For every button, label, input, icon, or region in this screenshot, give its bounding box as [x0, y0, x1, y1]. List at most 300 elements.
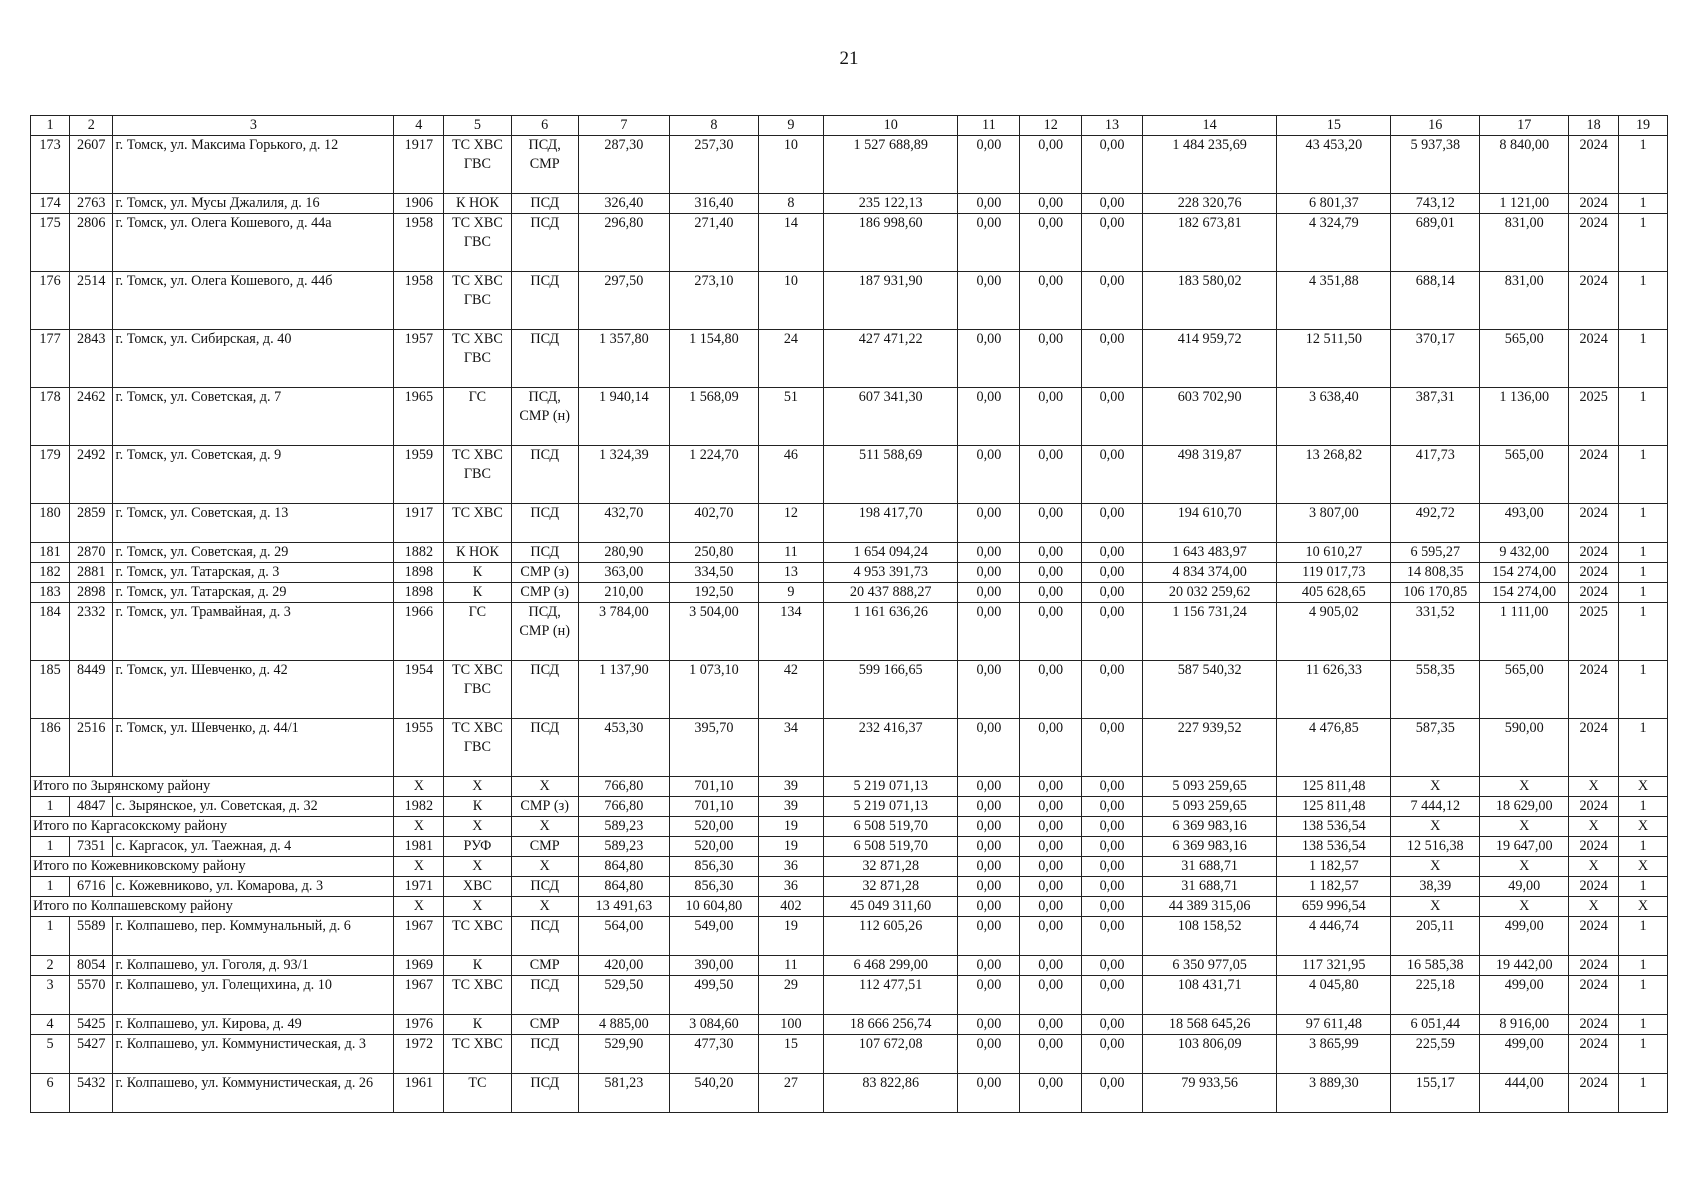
table-cell: ТС ХВС ГВС	[444, 330, 511, 388]
table-cell: 0,00	[958, 583, 1020, 603]
column-header: 12	[1020, 116, 1082, 136]
column-header: 17	[1480, 116, 1569, 136]
table-cell: 1957	[394, 330, 444, 388]
table-cell: 2607	[70, 136, 113, 194]
table-cell: 2516	[70, 719, 113, 777]
table-cell: 10	[758, 136, 823, 194]
table-cell: 1 357,80	[578, 330, 669, 388]
table-cell: 12	[758, 504, 823, 543]
table-cell: К	[444, 956, 511, 976]
table-cell: 271,40	[669, 214, 758, 272]
table-cell: 581,23	[578, 1074, 669, 1113]
table-cell: г. Томск, ул. Мусы Джалиля, д. 16	[113, 194, 394, 214]
table-cell: 0,00	[958, 877, 1020, 897]
table-row	[31, 1035, 1668, 1074]
table-cell: 0,00	[1020, 583, 1082, 603]
table-cell: 0,00	[1082, 214, 1143, 272]
table-cell: 4847	[70, 797, 113, 817]
table-cell: 8	[758, 194, 823, 214]
table-cell: 2870	[70, 543, 113, 563]
table-cell: 225,18	[1391, 976, 1480, 1015]
table-cell: 498 319,87	[1142, 446, 1277, 504]
table-cell: 1	[1619, 388, 1668, 446]
district-total-row	[31, 897, 1668, 917]
table-cell: 0,00	[958, 214, 1020, 272]
table-cell: 0,00	[1082, 194, 1143, 214]
table-cell: 27	[758, 1074, 823, 1113]
table-cell: 0,00	[958, 194, 1020, 214]
table-cell: г. Томск, ул. Татарская, д. 29	[113, 583, 394, 603]
table-cell: 0,00	[958, 917, 1020, 956]
table-cell: 2024	[1569, 719, 1619, 777]
table-cell: 2024	[1569, 543, 1619, 563]
table-cell: 134	[758, 603, 823, 661]
table-cell: 0,00	[958, 504, 1020, 543]
table-cell: 4	[31, 1015, 70, 1035]
table-cell: г. Томск, ул. Шевченко, д. 42	[113, 661, 394, 719]
column-header: 8	[669, 116, 758, 136]
table-cell: 5 937,38	[1391, 136, 1480, 194]
table-cell: 1976	[394, 1015, 444, 1035]
table-cell: ПСД	[511, 661, 578, 719]
table-cell: 0,00	[1020, 504, 1082, 543]
table-cell: X	[1391, 777, 1480, 797]
table-cell: 499,00	[1480, 1035, 1569, 1074]
table-cell: 0,00	[958, 857, 1020, 877]
table-cell: 2024	[1569, 877, 1619, 897]
table-row	[31, 1015, 1668, 1035]
table-cell: 492,72	[1391, 504, 1480, 543]
table-cell: 549,00	[669, 917, 758, 956]
table-cell: 564,00	[578, 917, 669, 956]
table-cell: 395,70	[669, 719, 758, 777]
table-cell: 6 369 983,16	[1142, 817, 1277, 837]
table-cell: 565,00	[1480, 661, 1569, 719]
table-cell: 5427	[70, 1035, 113, 1074]
table-cell: 390,00	[669, 956, 758, 976]
table-row	[31, 976, 1668, 1015]
table-cell: 599 166,65	[823, 661, 958, 719]
table-cell: 3	[31, 976, 70, 1015]
column-header: 6	[511, 116, 578, 136]
table-cell: 3 865,99	[1277, 1035, 1391, 1074]
table-cell: 659 996,54	[1277, 897, 1391, 917]
table-cell: 0,00	[1020, 956, 1082, 976]
table-row	[31, 1074, 1668, 1113]
column-header: 3	[113, 116, 394, 136]
table-cell: 1 568,09	[669, 388, 758, 446]
table-cell: 14	[758, 214, 823, 272]
table-cell: 12 516,38	[1391, 837, 1480, 857]
table-cell: 1 224,70	[669, 446, 758, 504]
column-header: 10	[823, 116, 958, 136]
table-cell: РУФ	[444, 837, 511, 857]
table-cell: К	[444, 583, 511, 603]
table-cell: 3 889,30	[1277, 1074, 1391, 1113]
table-cell: 2024	[1569, 136, 1619, 194]
table-cell: 182	[31, 563, 70, 583]
column-header: 11	[958, 116, 1020, 136]
table-cell: 417,73	[1391, 446, 1480, 504]
table-cell: 1	[1619, 563, 1668, 583]
table-cell: 1	[1619, 976, 1668, 1015]
table-row	[31, 563, 1668, 583]
table-cell: 2	[31, 956, 70, 976]
table-cell: ПСД	[511, 877, 578, 897]
table-cell: 589,23	[578, 817, 669, 837]
table-cell: 0,00	[958, 956, 1020, 976]
table-cell: 2024	[1569, 446, 1619, 504]
table-cell: 587 540,32	[1142, 661, 1277, 719]
table-cell: 4 834 374,00	[1142, 563, 1277, 583]
table-cell: 0,00	[958, 897, 1020, 917]
table-cell: 0,00	[1082, 877, 1143, 897]
table-cell: 0,00	[1020, 214, 1082, 272]
table-cell: 192,50	[669, 583, 758, 603]
table-cell: СМР	[511, 956, 578, 976]
table-cell: 79 933,56	[1142, 1074, 1277, 1113]
table-cell: 565,00	[1480, 446, 1569, 504]
table-cell: 499,50	[669, 976, 758, 1015]
table-cell: 0,00	[1082, 777, 1143, 797]
table-cell: 108 158,52	[1142, 917, 1277, 956]
table-cell: 0,00	[958, 446, 1020, 504]
table-row	[31, 504, 1668, 543]
table-cell: 2024	[1569, 214, 1619, 272]
table-cell: 529,50	[578, 976, 669, 1015]
table-cell: 3 638,40	[1277, 388, 1391, 446]
table-cell: г. Колпашево, ул. Голещихина, д. 10	[113, 976, 394, 1015]
table-cell: 1	[1619, 603, 1668, 661]
table-cell: ПСД	[511, 1035, 578, 1074]
district-total-row	[31, 817, 1668, 837]
table-cell: 6 508 519,70	[823, 817, 958, 837]
table-cell: 3 784,00	[578, 603, 669, 661]
table-cell: 689,01	[1391, 214, 1480, 272]
table-cell: X	[511, 857, 578, 877]
table-cell: 0,00	[958, 543, 1020, 563]
table-cell: 6716	[70, 877, 113, 897]
table-cell: с. Каргасок, ул. Таежная, д. 4	[113, 837, 394, 857]
table-cell: 2025	[1569, 603, 1619, 661]
column-header: 16	[1391, 116, 1480, 136]
table-cell: 1982	[394, 797, 444, 817]
table-row	[31, 837, 1668, 857]
table-cell: с. Кожевниково, ул. Комарова, д. 3	[113, 877, 394, 897]
table-cell: 1	[31, 837, 70, 857]
table-cell: г. Томск, ул. Сибирская, д. 40	[113, 330, 394, 388]
table-cell: X	[394, 777, 444, 797]
table-cell: 225,59	[1391, 1035, 1480, 1074]
table-cell: 273,10	[669, 272, 758, 330]
table-cell: 138 536,54	[1277, 817, 1391, 837]
table-cell: ПСД	[511, 194, 578, 214]
table-cell: 1 137,90	[578, 661, 669, 719]
table-cell: X	[1569, 777, 1619, 797]
table-cell: 125 811,48	[1277, 797, 1391, 817]
table-cell: 0,00	[1082, 976, 1143, 1015]
table-cell: 831,00	[1480, 272, 1569, 330]
table-cell: г. Томск, ул. Татарская, д. 3	[113, 563, 394, 583]
table-cell: 2492	[70, 446, 113, 504]
table-cell: 6 508 519,70	[823, 837, 958, 857]
table-cell: ПСД	[511, 917, 578, 956]
table-cell: 607 341,30	[823, 388, 958, 446]
table-cell: 864,80	[578, 877, 669, 897]
table-cell: 3 504,00	[669, 603, 758, 661]
table-cell: 1958	[394, 272, 444, 330]
table-cell: X	[1480, 777, 1569, 797]
table-cell: 1906	[394, 194, 444, 214]
table-cell: 0,00	[1082, 563, 1143, 583]
table-cell: 11	[758, 956, 823, 976]
table-cell: ПСД	[511, 446, 578, 504]
table-cell: 205,11	[1391, 917, 1480, 956]
table-cell: 1 136,00	[1480, 388, 1569, 446]
table-cell: 529,90	[578, 1035, 669, 1074]
table-cell: К НОК	[444, 194, 511, 214]
table-cell: 363,00	[578, 563, 669, 583]
table-cell: 4 476,85	[1277, 719, 1391, 777]
table-cell: 603 702,90	[1142, 388, 1277, 446]
table-cell: 1	[1619, 1015, 1668, 1035]
table-cell: 11	[758, 543, 823, 563]
table-cell: ПСД	[511, 543, 578, 563]
table-cell: 520,00	[669, 837, 758, 857]
table-cell: 1	[1619, 877, 1668, 897]
table-cell: 250,80	[669, 543, 758, 563]
table-cell: 1898	[394, 583, 444, 603]
table-cell: 0,00	[958, 1015, 1020, 1035]
table-cell: 2332	[70, 603, 113, 661]
table-cell: 103 806,09	[1142, 1035, 1277, 1074]
table-cell: 0,00	[1082, 817, 1143, 837]
table-cell: 2024	[1569, 917, 1619, 956]
table-cell: с. Зырянское, ул. Советская, д. 32	[113, 797, 394, 817]
table-cell: 173	[31, 136, 70, 194]
table-cell: 1882	[394, 543, 444, 563]
table-cell: 1917	[394, 504, 444, 543]
table-cell: X	[444, 897, 511, 917]
table-cell: 0,00	[1082, 897, 1143, 917]
table-cell: 0,00	[958, 976, 1020, 1015]
table-cell: 856,30	[669, 857, 758, 877]
table-cell: 0,00	[1020, 837, 1082, 857]
table-cell: 0,00	[1020, 330, 1082, 388]
table-cell: 2024	[1569, 837, 1619, 857]
table-cell: 43 453,20	[1277, 136, 1391, 194]
table-cell: 405 628,65	[1277, 583, 1391, 603]
table-cell: 280,90	[578, 543, 669, 563]
table-cell: 1 654 094,24	[823, 543, 958, 563]
table-cell: 297,50	[578, 272, 669, 330]
table-cell: 45 049 311,60	[823, 897, 958, 917]
table-cell: 0,00	[1082, 543, 1143, 563]
table-cell: ТС ХВС	[444, 976, 511, 1015]
table-cell: 2024	[1569, 272, 1619, 330]
table-cell: 177	[31, 330, 70, 388]
table-cell: 499,00	[1480, 917, 1569, 956]
table-cell: 0,00	[1082, 917, 1143, 956]
table-cell: 0,00	[1020, 817, 1082, 837]
table-cell: ТС ХВС ГВС	[444, 214, 511, 272]
table-cell: ПСД, СМР (н)	[511, 388, 578, 446]
table-cell: 1	[1619, 917, 1668, 956]
table-cell: 427 471,22	[823, 330, 958, 388]
table-cell: 179	[31, 446, 70, 504]
table-cell: 743,12	[1391, 194, 1480, 214]
table-cell: г. Колпашево, пер. Коммунальный, д. 6	[113, 917, 394, 956]
table-cell: 34	[758, 719, 823, 777]
table-cell: 2024	[1569, 1035, 1619, 1074]
table-cell: X	[511, 817, 578, 837]
table-cell: 334,50	[669, 563, 758, 583]
table-cell: 2024	[1569, 330, 1619, 388]
table-cell: X	[1619, 817, 1668, 837]
table-cell: 0,00	[958, 136, 1020, 194]
table-cell: 0,00	[1020, 1035, 1082, 1074]
table-cell: 432,70	[578, 504, 669, 543]
table-cell: 181	[31, 543, 70, 563]
table-cell: 6 051,44	[1391, 1015, 1480, 1035]
table-cell: 0,00	[1020, 136, 1082, 194]
table-cell: 187 931,90	[823, 272, 958, 330]
table-cell: СМР	[511, 837, 578, 857]
table-cell: 0,00	[1082, 388, 1143, 446]
table-cell: 1965	[394, 388, 444, 446]
table-cell: 1	[1619, 837, 1668, 857]
table-row	[31, 136, 1668, 194]
table-cell: 0,00	[958, 817, 1020, 837]
table-cell: 3 084,60	[669, 1015, 758, 1035]
table-cell: 20 437 888,27	[823, 583, 958, 603]
table-cell: 232 416,37	[823, 719, 958, 777]
table-cell: 0,00	[958, 1035, 1020, 1074]
district-total-row	[31, 777, 1668, 797]
column-header: 2	[70, 116, 113, 136]
table-cell: 0,00	[1082, 797, 1143, 817]
table-cell: X	[1619, 857, 1668, 877]
table-cell: 0,00	[1082, 1015, 1143, 1035]
table-cell: 2024	[1569, 583, 1619, 603]
table-cell: г. Томск, ул. Трамвайная, д. 3	[113, 603, 394, 661]
table-cell: 5 219 071,13	[823, 777, 958, 797]
table-cell: 4 324,79	[1277, 214, 1391, 272]
table-cell: 8449	[70, 661, 113, 719]
table-cell: 155,17	[1391, 1074, 1480, 1113]
table-cell: К НОК	[444, 543, 511, 563]
table-row	[31, 214, 1668, 272]
table-cell: 402,70	[669, 504, 758, 543]
table-cell: 1	[1619, 446, 1668, 504]
table-cell: 10 604,80	[669, 897, 758, 917]
table-cell: г. Колпашево, ул. Коммунистическая, д. 3	[113, 1035, 394, 1074]
table-cell: X	[1569, 897, 1619, 917]
table-cell: 1 324,39	[578, 446, 669, 504]
table-cell: 766,80	[578, 797, 669, 817]
table-cell: 1	[1619, 136, 1668, 194]
table-cell: ТС ХВС	[444, 1035, 511, 1074]
table-row	[31, 719, 1668, 777]
table-cell: 1969	[394, 956, 444, 976]
table-cell: 0,00	[958, 388, 1020, 446]
table-cell: 10	[758, 272, 823, 330]
table-cell: ПСД	[511, 1074, 578, 1113]
table-cell: 39	[758, 777, 823, 797]
table-cell: 589,23	[578, 837, 669, 857]
table-cell: 0,00	[1020, 1015, 1082, 1035]
table-cell: X	[444, 777, 511, 797]
table-cell: 19	[758, 837, 823, 857]
table-cell: 0,00	[1020, 976, 1082, 1015]
table-cell: 0,00	[1020, 917, 1082, 956]
column-header: 5	[444, 116, 511, 136]
table-cell: X	[1569, 857, 1619, 877]
table-cell: 0,00	[1082, 583, 1143, 603]
table-cell: К	[444, 1015, 511, 1035]
table-cell: 174	[31, 194, 70, 214]
table-row	[31, 388, 1668, 446]
table-cell: 1971	[394, 877, 444, 897]
table-cell: ГС	[444, 603, 511, 661]
table-cell: 2514	[70, 272, 113, 330]
table-cell: 4 905,02	[1277, 603, 1391, 661]
table-cell: 565,00	[1480, 330, 1569, 388]
table-row	[31, 917, 1668, 956]
table-cell: 125 811,48	[1277, 777, 1391, 797]
table-cell: 6 369 983,16	[1142, 837, 1277, 857]
table-cell: К	[444, 563, 511, 583]
table-cell: 1898	[394, 563, 444, 583]
table-cell: 18 568 645,26	[1142, 1015, 1277, 1035]
table-cell: 1 182,57	[1277, 857, 1391, 877]
table-cell: 0,00	[958, 797, 1020, 817]
table-cell: 5432	[70, 1074, 113, 1113]
table-cell: 420,00	[578, 956, 669, 976]
table-cell: 477,30	[669, 1035, 758, 1074]
column-header: 14	[1142, 116, 1277, 136]
header-row	[31, 116, 1668, 136]
table-cell: 13 268,82	[1277, 446, 1391, 504]
table-cell: 0,00	[958, 1074, 1020, 1113]
table-cell: 8 916,00	[1480, 1015, 1569, 1035]
table-cell: 1967	[394, 976, 444, 1015]
table-cell: 6 801,37	[1277, 194, 1391, 214]
table-cell: 198 417,70	[823, 504, 958, 543]
table-cell: СМР (з)	[511, 797, 578, 817]
table-cell: 49,00	[1480, 877, 1569, 897]
column-header: 9	[758, 116, 823, 136]
table-cell: 227 939,52	[1142, 719, 1277, 777]
table-cell: 1966	[394, 603, 444, 661]
table-cell: 1	[1619, 956, 1668, 976]
table-cell: 370,17	[1391, 330, 1480, 388]
table-cell: ПСД	[511, 214, 578, 272]
table-row	[31, 797, 1668, 817]
table-cell: 46	[758, 446, 823, 504]
table-cell: 766,80	[578, 777, 669, 797]
table-cell: г. Томск, ул. Максима Горького, д. 12	[113, 136, 394, 194]
data-table	[30, 115, 1668, 1113]
table-cell: 1981	[394, 837, 444, 857]
table-cell: ПСД	[511, 272, 578, 330]
table-cell: г. Томск, ул. Советская, д. 13	[113, 504, 394, 543]
table-cell: ТС ХВС	[444, 917, 511, 956]
table-cell: 138 536,54	[1277, 837, 1391, 857]
table-cell: 1955	[394, 719, 444, 777]
table-cell: 39	[758, 797, 823, 817]
column-header: 7	[578, 116, 669, 136]
